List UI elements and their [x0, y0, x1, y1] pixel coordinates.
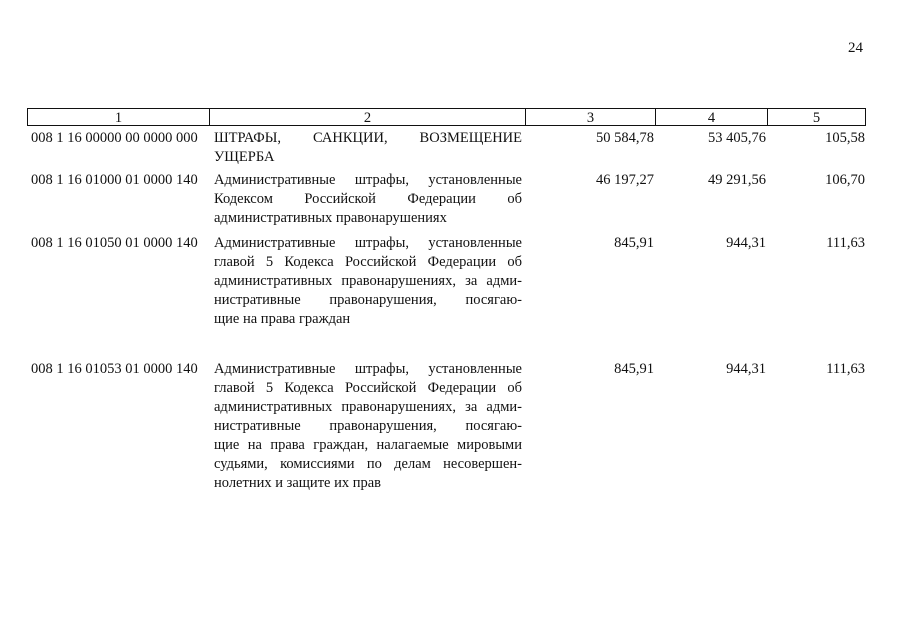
header-col-5: 5: [767, 108, 866, 126]
description-line: щие на права граждан: [214, 311, 351, 327]
description-line: главой 5 Кодекса Российской Федерации об: [214, 254, 522, 270]
value-col-3: 845,91: [614, 235, 654, 251]
budget-code: 008 1 16 01000 01 0000 140: [31, 172, 198, 188]
description-line: Кодексом Российской Федерации об: [214, 191, 522, 207]
description: [214, 171, 522, 228]
description-line: Административные штрафы, установленные: [214, 235, 522, 251]
description-line: нолетних и защите их прав: [214, 475, 382, 491]
description-line: административных правонарушениях, за адми-: [214, 273, 522, 289]
description-line: нистративные правонарушения, посягаю-: [214, 418, 522, 434]
description-line: Административные штрафы, установленные: [214, 361, 522, 377]
description: [214, 234, 522, 329]
value-col-4: 944,31: [726, 361, 766, 377]
header-col-2: 2: [209, 108, 525, 126]
description-line: главой 5 Кодекса Российской Федерации об: [214, 380, 522, 396]
value-col-3: 845,91: [614, 361, 654, 377]
description-line: нистративные правонарушения, посягаю-: [214, 292, 522, 308]
header-col-3: 3: [525, 108, 655, 126]
value-col-5: 105,58: [825, 130, 865, 146]
description-line: административных правонарушениях: [214, 210, 447, 226]
header-col-4: 4: [655, 108, 767, 126]
value-col-4: 944,31: [726, 235, 766, 251]
description-line: УЩЕРБА: [214, 149, 275, 165]
value-col-5: 106,70: [825, 172, 865, 188]
budget-code: 008 1 16 00000 00 0000 000: [31, 130, 198, 146]
description: [214, 129, 522, 167]
value-col-3: 46 197,27: [596, 172, 654, 188]
header-col-1: 1: [27, 108, 209, 126]
value-col-3: 50 584,78: [596, 130, 654, 146]
description-line: судьями, комиссиями по делам несовершен-: [214, 456, 522, 472]
budget-code: 008 1 16 01053 01 0000 140: [31, 361, 198, 377]
budget-code: 008 1 16 01050 01 0000 140: [31, 235, 198, 251]
page-number: 24: [848, 40, 863, 56]
value-col-4: 53 405,76: [708, 130, 766, 146]
description-line: щие на права граждан, налагаемые мировыми: [214, 437, 522, 453]
description-line: ШТРАФЫ, САНКЦИИ, ВОЗМЕЩЕНИЕ: [214, 130, 522, 146]
value-col-5: 111,63: [826, 361, 865, 377]
value-col-5: 111,63: [826, 235, 865, 251]
value-col-4: 49 291,56: [708, 172, 766, 188]
description-line: административных правонарушениях, за адми-: [214, 399, 522, 415]
description-line: Административные штрафы, установленные: [214, 172, 522, 188]
description: [214, 360, 522, 493]
